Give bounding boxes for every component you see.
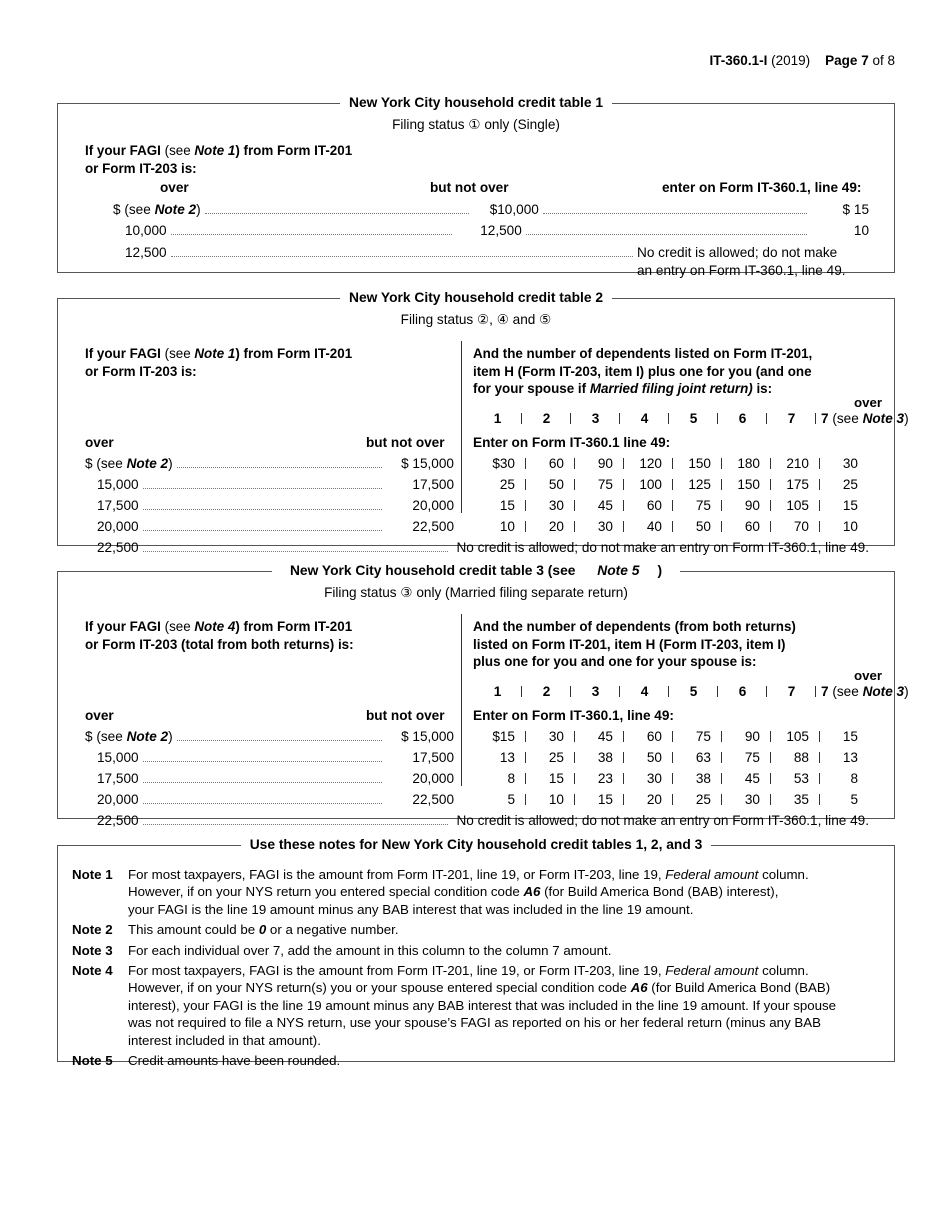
t3-no-credit-text: No credit is allowed; do not make an entry on Form IT-360.1, line 49. [456,813,869,828]
t3-col-over: over [85,708,114,723]
t2-dep-col-over7: 7 (see Note 3) [816,411,912,426]
t2-r2-c4: 60 [624,498,673,513]
t3-r2-c3: 23 [575,771,624,786]
leader-dots [177,740,382,741]
note-label: Note 3 [72,942,113,958]
credit-table-2-title: New York City household credit table 2 [58,289,894,307]
note-text: For most taxpayers, FAGI is the amount from Form IT-201, line 19, or Form IT-203, line 19, Federal amount column. However, if on your NYS return you entered special condition code A6 (for Build America Bond (BAB) interest), your FAGI is the line 19 amount minus any BAB interest that was included in the line 19 amount. [128,867,809,917]
t2-r2-over: 17,500 [97,498,139,513]
t1-no-credit-text: No credit is allowed; do not make an entry on Form IT-360.1, line 49. [637,245,846,278]
t2-r1-c8: 25 [820,477,869,492]
t2-col-over: over [85,435,114,450]
t2-dep-col-4: 4 [620,411,669,426]
table-row [85,792,869,813]
t2-r0-c7: 210 [771,456,820,471]
note-label: Note 2 [72,922,113,938]
leader-dots [526,234,807,235]
credit-table-3-intro-left: If your FAGI (see Note 4) from Form IT-201 or Form IT-203 (total from both returns) is: [85,619,354,652]
t2-r0-c5: 150 [673,456,722,471]
leader-dots [143,530,382,531]
t2-r2-c8: 15 [820,498,869,513]
table-row [85,223,869,239]
t3-r1-but-not-over: 17,500 [412,750,454,765]
t2-r2-but-not-over: 20,000 [412,498,454,513]
t2-r0-c2: 60 [526,456,575,471]
t2-r0-over: $ (see Note 2) [85,456,173,471]
t2-r3-over: 20,000 [97,519,139,534]
t3-r0-but-not-over: $ 15,000 [401,729,454,744]
table-row [85,498,869,519]
t3-col-but-not-over: but not over [366,708,445,723]
t3-dep-col-3: 3 [571,684,620,699]
t3-last-over: 22,500 [97,813,139,828]
t3-r2-c8: 8 [820,771,869,786]
table-row [85,771,869,792]
leader-dots [143,803,382,804]
table-row [85,477,869,498]
note-item [72,942,880,959]
t3-r3-c4: 20 [624,792,673,807]
t1-r1-enter: 10 [853,223,870,238]
t3-r1-c5: 63 [673,750,722,765]
t1-col-enter: enter on Form IT-360.1, line 49: [662,180,862,195]
note-text: For each individual over 7, add the amount in this column to the column 7 amount. [128,942,612,958]
form-year: (2019) [771,53,811,68]
t2-dep-col-1: 1 [493,411,502,426]
t2-r3-c1: 10 [499,519,515,534]
t3-r2-over: 17,500 [97,771,139,786]
t2-r2-c3: 45 [575,498,624,513]
t2-r1-c3: 75 [575,477,624,492]
page-number: 7 [861,53,869,68]
t2-dep-col-2: 2 [522,411,571,426]
t3-r1-c1: 13 [499,750,515,765]
leader-dots [171,256,633,257]
t2-r1-c7: 175 [771,477,820,492]
leader-dots [143,782,382,783]
credit-table-2-intro-right: And the number of dependents listed on Form IT-201, item H (Form IT-203, item I) plus one for you (and one for your spouse if Married filing joint return) is: [473,346,813,396]
t3-r3-c6: 30 [722,792,771,807]
t2-r1-but-not-over: 17,500 [412,477,454,492]
t2-last-over: 22,500 [97,540,139,555]
t1-col-but-not-over: but not over [430,180,509,195]
t2-r3-c2: 20 [526,519,575,534]
t3-r2-c7: 53 [771,771,820,786]
note-label: Note 4 [72,963,113,979]
t2-col-but-not-over: but not over [366,435,445,450]
table-row [85,729,869,750]
t3-dep-col-4: 4 [620,684,669,699]
t3-r3-over: 20,000 [97,792,139,807]
credit-table-3-box [57,563,909,828]
t2-r1-c6: 150 [722,477,771,492]
t3-dep-over-label: over [854,668,883,683]
t3-dep-col-6: 6 [718,684,767,699]
t2-r2-c7: 105 [771,498,820,513]
leader-dots [543,213,807,214]
t3-r1-c8: 13 [820,750,869,765]
t2-r1-c5: 125 [673,477,722,492]
credit-table-2-rows [85,456,869,561]
leader-dots [143,551,449,552]
t3-r2-but-not-over: 20,000 [412,771,454,786]
credit-table-1-title: New York City household credit table 1 [58,94,894,112]
t3-r0-c1: $15 [492,729,515,744]
leader-dots [171,234,452,235]
t3-r0-c2: 30 [526,729,575,744]
credit-table-1-intro: If your FAGI (see Note 1) from Form IT-201 or Form IT-203 is: [85,143,353,176]
t3-r1-c3: 38 [575,750,624,765]
note-item [72,921,880,938]
t2-r0-c1: $30 [492,456,515,471]
credit-table-2-intro-left: If your FAGI (see Note 1) from Form IT-201 or Form IT-203 is: [85,346,353,379]
leader-dots [205,213,469,214]
t2-dep-over-label: over [854,395,883,410]
t3-r1-c2: 25 [526,750,575,765]
t2-r1-c1: 25 [499,477,515,492]
t3-r2-c5: 38 [673,771,722,786]
t2-r1-c2: 50 [526,477,575,492]
t2-r3-c8: 10 [820,519,869,534]
table-row [85,202,869,218]
note-text: For most taxpayers, FAGI is the amount from Form IT-201, line 19, or Form IT-203, line 19, Federal amount column. However, if on your NYS return(s) you or your spouse entered special condition code A6 (for Build America Bond (BAB) interest), your FAGI is the line 19 amount minus any BAB interest that was included in the line 19 amount. If your spouse was not required to file a NYS return, use your spouse’s FAGI as reported on his or her federal return (minus any BAB interest included in that amount). [128,963,837,1048]
credit-table-2-box [57,290,909,555]
t1-r1-but-not-over: 12,500 [480,223,522,238]
t3-dep-col-over7: 7 (see Note 3) [816,684,912,699]
t3-dep-col-5: 5 [669,684,718,699]
t3-r0-c6: 90 [722,729,771,744]
leader-dots [143,488,382,489]
t3-r3-c7: 35 [771,792,820,807]
t2-r3-c4: 40 [624,519,673,534]
t3-r0-c5: 75 [673,729,722,744]
t3-r3-c8: 5 [820,792,869,807]
t1-r1-over: 10,000 [125,223,167,238]
t2-r3-c6: 60 [722,519,771,534]
leader-dots [143,509,382,510]
credit-table-3-intro-right: And the number of dependents (from both returns) listed on Form IT-201, item H (Form IT-203, item I) plus one for you and one for your spouse is: [473,619,796,669]
t2-dep-col-5: 5 [669,411,718,426]
note-item [72,962,880,1049]
t2-r3-c5: 50 [673,519,722,534]
t1-r0-over: $ (see Note 2) [113,202,201,217]
credit-table-3-subtitle: Filing status ③ only (Married filing separate return) [324,585,628,600]
t3-r3-c3: 15 [575,792,624,807]
t3-enter-label: Enter on Form IT-360.1, line 49: [473,708,674,723]
table-row [85,519,869,540]
table-row-no-credit [85,813,869,834]
t3-dep-col-1: 1 [493,684,502,699]
t2-no-credit-text: No credit is allowed; do not make an entry on Form IT-360.1, line 49. [456,540,869,555]
notes-list [72,866,880,1072]
t3-r2-c1: 8 [507,771,515,786]
t3-r2-c6: 45 [722,771,771,786]
t2-r0-c3: 90 [575,456,624,471]
t2-r3-but-not-over: 22,500 [412,519,454,534]
t2-dep-col-6: 6 [718,411,767,426]
t3-r1-over: 15,000 [97,750,139,765]
note-text: Credit amounts have been rounded. [128,1053,341,1069]
t2-r2-c1: 15 [499,498,515,513]
credit-table-1-subtitle: Filing status ① only (Single) [392,117,560,132]
credit-table-3-title: New York City household credit table 3 (see Note 5 ) [58,562,894,580]
t3-r0-c7: 105 [771,729,820,744]
credit-table-2-subtitle: Filing status ②, ④ and ⑤ [400,312,552,327]
leader-dots [143,761,382,762]
page-label: Page [825,53,858,68]
t2-dep-col-3: 3 [571,411,620,426]
t3-r2-c4: 30 [624,771,673,786]
t2-dep-col-7: 7 [767,411,816,426]
t1-r0-but-not-over: $10,000 [489,202,539,217]
t2-r0-c8: 30 [820,456,869,471]
t2-r1-c4: 100 [624,477,673,492]
t2-r0-but-not-over: $ 15,000 [401,456,454,471]
t3-r3-c5: 25 [673,792,722,807]
t2-r0-c4: 120 [624,456,673,471]
t3-r3-c1: 5 [507,792,515,807]
leader-dots [143,824,449,825]
t2-r3-c3: 30 [575,519,624,534]
t1-r0-enter: $ 15 [842,202,870,217]
t2-r2-c5: 75 [673,498,722,513]
note-text: This amount could be 0 or a negative number. [128,922,399,938]
leader-dots [177,467,382,468]
t3-dep-col-2: 2 [522,684,571,699]
t2-r2-c2: 30 [526,498,575,513]
credit-table-1-box [57,95,895,278]
t3-r0-c8: 15 [820,729,869,744]
page-header [710,53,895,68]
t3-dep-col-7: 7 [767,684,816,699]
note-label: Note 5 [72,1053,113,1069]
t2-r2-c6: 90 [722,498,771,513]
t3-r2-c2: 15 [526,771,575,786]
t1-last-over: 12,500 [125,245,167,260]
t2-enter-label: Enter on Form IT-360.1 line 49: [473,435,671,450]
t3-r0-c3: 45 [575,729,624,744]
t3-r1-c7: 88 [771,750,820,765]
notes-box [57,837,895,1069]
table-row-no-credit [85,244,869,279]
t3-r0-c4: 60 [624,729,673,744]
t2-r3-c7: 70 [771,519,820,534]
t3-r1-c6: 75 [722,750,771,765]
note-item [72,1052,880,1069]
form-id: IT-360.1-I [709,53,768,68]
t2-r1-over: 15,000 [97,477,139,492]
table-row-no-credit [85,540,869,561]
t2-r0-c6: 180 [722,456,771,471]
credit-table-3-dep-headers [473,668,912,699]
t3-r0-over: $ (see Note 2) [85,729,173,744]
t3-r3-c2: 10 [526,792,575,807]
table-row [85,750,869,771]
credit-table-3-rows [85,729,869,834]
t1-col-over: over [160,180,189,195]
note-item [72,866,880,918]
page-total: of 8 [872,53,895,68]
credit-table-2-dep-headers [473,395,912,426]
table-row [85,456,869,477]
notes-title: Use these notes for New York City household credit tables 1, 2, and 3 [58,836,894,854]
t3-r1-c4: 50 [624,750,673,765]
note-label: Note 1 [72,867,113,882]
t3-r3-but-not-over: 22,500 [412,792,454,807]
